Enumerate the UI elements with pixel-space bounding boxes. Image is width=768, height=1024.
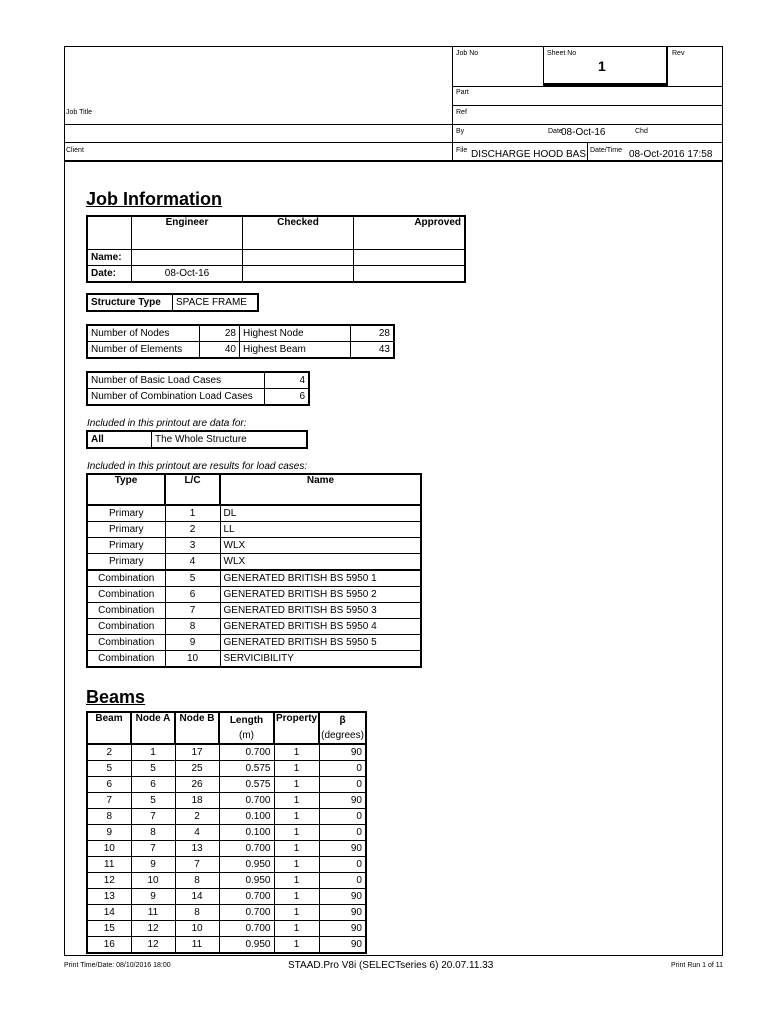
length: 0.700	[219, 921, 274, 937]
col-node-b: Node B	[175, 712, 219, 744]
lc-name: WLX	[220, 538, 421, 554]
nodes-value: 28	[200, 325, 240, 342]
print-time: Print Time/Date: 08/10/2016 18:00	[64, 962, 171, 969]
table-row	[87, 873, 366, 889]
node-b: 11	[175, 937, 219, 954]
lc-name: DL	[220, 505, 421, 522]
datetime-value: 08-Oct-2016 17:58	[629, 149, 713, 160]
chd-label: Chd	[635, 128, 648, 135]
table-row	[87, 937, 366, 954]
beam-id: 14	[87, 905, 131, 921]
node-b: 26	[175, 777, 219, 793]
lc-number: 2	[165, 522, 220, 538]
node-b: 17	[175, 744, 219, 761]
node-b: 25	[175, 761, 219, 777]
beam-id: 15	[87, 921, 131, 937]
row-date-label: Date:	[87, 266, 132, 283]
lc-number: 7	[165, 603, 220, 619]
property: 1	[274, 921, 319, 937]
elements-value: 40	[200, 342, 240, 359]
beam-id: 7	[87, 793, 131, 809]
print-run: Print Run 1 of 11	[670, 962, 723, 969]
included-results-text: Included in this printout are results for load cases:	[87, 461, 308, 472]
col-length-unit: (m)	[219, 728, 274, 744]
lc-type: Combination	[87, 587, 165, 603]
software-version: STAAD.Pro V8i (SELECTseries 6) 20.07.11.33	[288, 960, 494, 971]
length: 0.700	[219, 889, 274, 905]
length: 0.700	[219, 744, 274, 761]
comb-lc-value: 6	[265, 389, 310, 406]
col-approved: Approved	[354, 216, 466, 250]
table-row	[87, 651, 421, 668]
col-beam: Beam	[87, 712, 131, 744]
table-row	[87, 570, 421, 587]
property: 1	[274, 761, 319, 777]
structure-type-value: SPACE FRAME	[173, 294, 259, 311]
col-node-a: Node A	[131, 712, 175, 744]
beta: 90	[319, 793, 366, 809]
col-engineer: Engineer	[132, 216, 243, 250]
title-block	[64, 46, 723, 162]
node-a: 1	[131, 744, 175, 761]
beta: 0	[319, 825, 366, 841]
length: 0.950	[219, 873, 274, 889]
lc-number: 4	[165, 554, 220, 571]
nodes-label: Number of Nodes	[87, 325, 200, 342]
comb-lc-label: Number of Combination Load Cases	[87, 389, 265, 406]
structure-type-label: Structure Type	[87, 294, 173, 311]
col-beta: β	[319, 712, 366, 728]
beta: 90	[319, 744, 366, 761]
lc-type: Combination	[87, 651, 165, 668]
node-a: 9	[131, 889, 175, 905]
lc-name: SERVICIBILITY	[220, 651, 421, 668]
length: 0.575	[219, 777, 274, 793]
lc-type: Combination	[87, 635, 165, 651]
property: 1	[274, 825, 319, 841]
beta: 0	[319, 809, 366, 825]
job-no-label: Job No	[456, 50, 479, 57]
length: 0.100	[219, 825, 274, 841]
node-b: 7	[175, 857, 219, 873]
file-label: File	[456, 147, 468, 154]
beam-id: 5	[87, 761, 131, 777]
highest-node-value: 28	[351, 325, 395, 342]
table-row	[87, 889, 366, 905]
job-info-table	[86, 215, 466, 283]
col-length: Length	[219, 712, 274, 728]
property: 1	[274, 777, 319, 793]
load-case-counts	[86, 371, 310, 406]
property: 1	[274, 873, 319, 889]
job-title-label: Job Title	[66, 109, 93, 116]
structure-type-table	[86, 293, 259, 312]
property: 1	[274, 841, 319, 857]
node-a: 11	[131, 905, 175, 921]
node-b: 13	[175, 841, 219, 857]
table-row	[87, 619, 421, 635]
lc-number: 6	[165, 587, 220, 603]
node-a: 5	[131, 761, 175, 777]
row-name-label: Name:	[87, 250, 132, 266]
node-b: 10	[175, 921, 219, 937]
lc-name: GENERATED BRITISH BS 5950 1	[220, 570, 421, 587]
job-info-title: Job Information	[86, 189, 222, 209]
beta: 90	[319, 937, 366, 954]
col-property: Property	[274, 712, 319, 744]
lc-type: Combination	[87, 570, 165, 587]
length: 0.700	[219, 905, 274, 921]
beta: 90	[319, 905, 366, 921]
table-row	[87, 603, 421, 619]
basic-lc-value: 4	[265, 372, 310, 389]
property: 1	[274, 809, 319, 825]
beam-id: 12	[87, 873, 131, 889]
beams-title: Beams	[86, 687, 146, 707]
table-row	[87, 505, 421, 522]
col-name: Name	[220, 474, 421, 505]
beta: 0	[319, 857, 366, 873]
table-row	[87, 921, 366, 937]
node-a: 8	[131, 825, 175, 841]
date-label: Date	[548, 128, 563, 135]
beta: 90	[319, 841, 366, 857]
property: 1	[274, 744, 319, 761]
included-data-text: Included in this printout are data for:	[87, 418, 247, 429]
node-a: 5	[131, 793, 175, 809]
node-a: 12	[131, 937, 175, 954]
lc-number: 10	[165, 651, 220, 668]
table-row	[87, 825, 366, 841]
table-row	[87, 522, 421, 538]
col-lc: L/C	[165, 474, 220, 505]
table-row	[87, 761, 366, 777]
node-a: 7	[131, 809, 175, 825]
beam-id: 13	[87, 889, 131, 905]
node-a: 9	[131, 857, 175, 873]
highest-beam-value: 43	[351, 342, 395, 359]
table-row	[87, 587, 421, 603]
node-a: 6	[131, 777, 175, 793]
node-a: 7	[131, 841, 175, 857]
node-element-counts	[86, 324, 395, 359]
beta: 0	[319, 873, 366, 889]
length: 0.950	[219, 937, 274, 954]
beta: 90	[319, 889, 366, 905]
lc-name: GENERATED BRITISH BS 5950 2	[220, 587, 421, 603]
property: 1	[274, 937, 319, 954]
beam-id: 16	[87, 937, 131, 954]
all-label: All	[87, 431, 152, 448]
length: 0.700	[219, 793, 274, 809]
length: 0.950	[219, 857, 274, 873]
table-row	[87, 857, 366, 873]
lc-name: LL	[220, 522, 421, 538]
lc-name: GENERATED BRITISH BS 5950 5	[220, 635, 421, 651]
beam-id: 10	[87, 841, 131, 857]
engineer-date: 08-Oct-16	[132, 266, 243, 283]
load-cases-table	[86, 473, 422, 668]
table-row	[87, 554, 421, 571]
sheet-no-label: Sheet No	[547, 50, 577, 57]
table-row	[87, 635, 421, 651]
file-value: DISCHARGE HOOD BAS	[471, 149, 587, 160]
lc-type: Primary	[87, 505, 165, 522]
node-b: 8	[175, 873, 219, 889]
node-b: 2	[175, 809, 219, 825]
lc-type: Primary	[87, 522, 165, 538]
lc-number: 9	[165, 635, 220, 651]
lc-name: GENERATED BRITISH BS 5950 3	[220, 603, 421, 619]
lc-number: 1	[165, 505, 220, 522]
beam-id: 11	[87, 857, 131, 873]
client-label: Client	[66, 147, 84, 154]
lc-number: 5	[165, 570, 220, 587]
lc-number: 3	[165, 538, 220, 554]
table-row	[87, 777, 366, 793]
beta: 0	[319, 761, 366, 777]
node-b: 8	[175, 905, 219, 921]
table-row	[87, 744, 366, 761]
node-a: 10	[131, 873, 175, 889]
elements-label: Number of Elements	[87, 342, 200, 359]
lc-type: Primary	[87, 538, 165, 554]
rev-label: Rev	[672, 50, 685, 57]
lc-name: GENERATED BRITISH BS 5950 4	[220, 619, 421, 635]
node-b: 14	[175, 889, 219, 905]
lc-name: WLX	[220, 554, 421, 571]
sheet-no-value: 1	[598, 58, 606, 74]
beams-table	[86, 711, 367, 954]
basic-lc-label: Number of Basic Load Cases	[87, 372, 265, 389]
col-beta-unit: (degrees)	[319, 728, 366, 744]
date-value: 08-Oct-16	[561, 127, 606, 138]
node-b: 4	[175, 825, 219, 841]
beam-id: 8	[87, 809, 131, 825]
col-checked: Checked	[243, 216, 354, 250]
beta: 90	[319, 921, 366, 937]
highest-beam-label: Highest Beam	[240, 342, 351, 359]
property: 1	[274, 889, 319, 905]
highest-node-label: Highest Node	[240, 325, 351, 342]
lc-number: 8	[165, 619, 220, 635]
table-row	[87, 841, 366, 857]
included-data-table	[86, 430, 308, 449]
beam-id: 9	[87, 825, 131, 841]
beta: 0	[319, 777, 366, 793]
property: 1	[274, 905, 319, 921]
all-value: The Whole Structure	[152, 431, 308, 448]
property: 1	[274, 793, 319, 809]
beam-id: 2	[87, 744, 131, 761]
beam-id: 6	[87, 777, 131, 793]
length: 0.575	[219, 761, 274, 777]
table-row	[87, 538, 421, 554]
property: 1	[274, 857, 319, 873]
lc-type: Combination	[87, 619, 165, 635]
part-label: Part	[456, 89, 469, 96]
ref-label: Ref	[456, 109, 467, 116]
node-a: 12	[131, 921, 175, 937]
table-row	[87, 809, 366, 825]
lc-type: Combination	[87, 603, 165, 619]
length: 0.700	[219, 841, 274, 857]
lc-type: Primary	[87, 554, 165, 571]
datetime-label: Date/Time	[590, 147, 623, 154]
table-row	[87, 793, 366, 809]
node-b: 18	[175, 793, 219, 809]
length: 0.100	[219, 809, 274, 825]
table-row	[87, 905, 366, 921]
col-type: Type	[87, 474, 165, 505]
by-label: By	[456, 128, 465, 135]
